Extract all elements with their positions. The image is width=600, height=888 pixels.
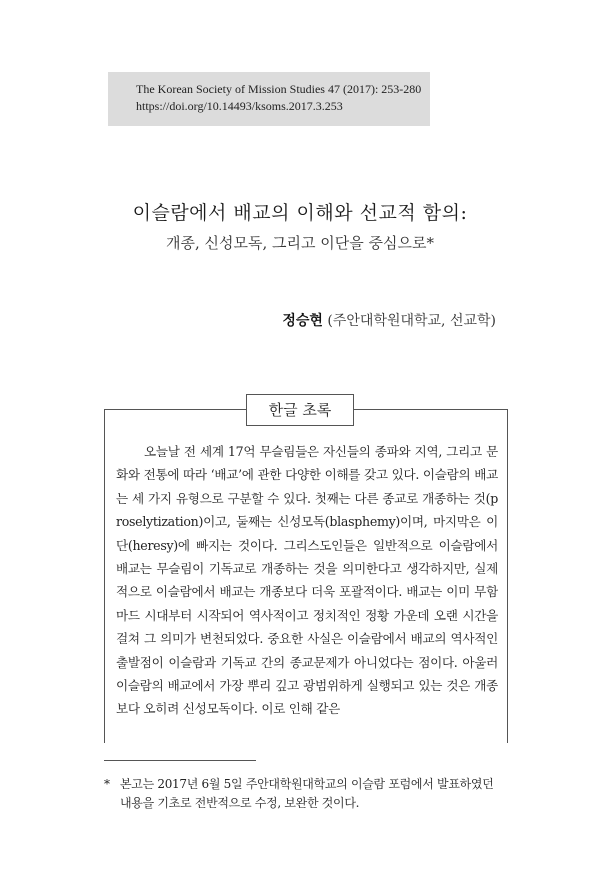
author-name: 정승현 — [282, 313, 323, 329]
article-title: 이슬람에서 배교의 이해와 선교적 함의: — [132, 202, 468, 224]
author-affiliation: (주안대학원대학교, 선교학) — [327, 313, 496, 329]
abstract-label: 한글 초록 — [246, 394, 354, 426]
footnote — [104, 775, 508, 813]
journal-citation-box — [108, 72, 430, 126]
author-line — [282, 310, 496, 330]
doi-link[interactable]: https://doi.org/10.14493/ksoms.2017.3.253 — [136, 99, 343, 113]
footnote-mark: * — [104, 777, 110, 791]
abstract-body: 오늘날 전 세계 17억 무슬림들은 자신들의 종파와 지역, 그리고 문화와 전통에 따라 ‘배교’에 관한 다양한 이해를 갖고 있다. 이슬람의 배교는 세 가지 유형으로 구분할 수 있다. 첫째는 다른 종교로 개종하는 것(proselytization)이고, 둘째는 신성모독(blasphemy)이며, 마지막은 이단(heresy)에 빠지는 것이다. 그리스도인들은 일반적으로 이슬람에서 배교는 무슬림이 기독교로 개종하는 것을 의미한다고 생각하지만, 실제적으로 이슬람에서 배교는 개종보다 더욱 포괄적이다. 배교는 이미 무함마드 시대부터 시작되어 역사적이고 정치적인 정황 가운데 오랜 시간을 걸쳐 그 의미가 변천되었다. 중요한 사실은 이슬람에서 배교의 역사적인 출발점이 이슬람과 기독교 간의 종교문제가 아니었다는 점이다. 아울러 이슬람의 배교에서 가장 뿌리 깊고 광범위하게 실행되고 있는 것은 개종보다 오히려 신성모독이다. 이로 인해 같은 — [116, 444, 498, 717]
footnote-divider — [104, 760, 256, 761]
article-subtitle: 개종, 신성모독, 그리고 이단을 중심으로* — [166, 234, 434, 252]
footnote-text: 본고는 2017년 6월 5일 주안대학원대학교의 이슬람 포럼에서 발표하였던 내용을 기초로 전반적으로 수정, 보완한 것이다. — [120, 777, 494, 810]
journal-citation: The Korean Society of Mission Studies 47 (2017): 253-280 — [136, 82, 422, 96]
